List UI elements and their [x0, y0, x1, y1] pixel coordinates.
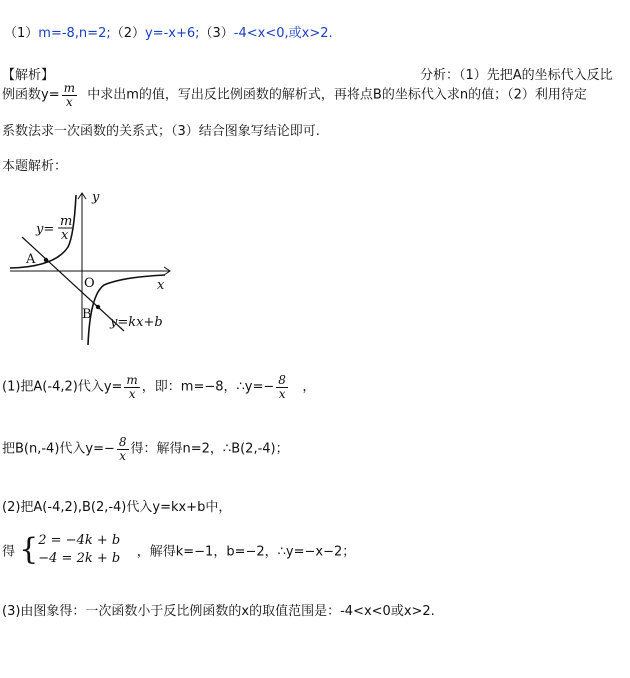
analysis-line2-pre: 例函数y=	[2, 87, 60, 103]
curve-label-numerator: m	[60, 214, 73, 229]
analysis-line2-post: 中求出m的值，写出反比例函数的解析式，再将点B的坐标代入求n的值；（2）利用待定	[87, 87, 587, 103]
analysis-label: 分析：	[420, 68, 460, 83]
equation-system	[38, 532, 120, 568]
hyperbola-branch-right	[88, 275, 165, 345]
answer-part3-label: （3）	[199, 26, 234, 41]
curve-label-denominator: x	[61, 228, 69, 243]
point-B-label: B	[82, 307, 92, 322]
step1-pre: (1)把A(-4,2)代入y=	[2, 379, 123, 395]
system-brace: {	[19, 532, 39, 567]
analysis-line3: 系数法求一次函数的关系式；（3）结合图象写结论即可.	[2, 124, 320, 139]
analysis-line1-text: （1）先把A的坐标代入反比	[459, 68, 613, 83]
analysis-tag: 【解析】	[2, 68, 55, 83]
step1-fraction: $\frac{m}{x}$	[126, 373, 138, 401]
step2-pre: 把B(n,-4)代入y=−	[2, 441, 115, 457]
y-axis-label: y	[92, 190, 100, 205]
point-B	[96, 305, 100, 309]
step-4	[2, 532, 355, 568]
answer-part2-value: y=-x+6;	[145, 26, 200, 41]
point-A	[44, 258, 48, 262]
step-5: (3)由图象得：一次函数小于反比例函数的x的取值范围是：-4<x<0或x>2.	[2, 604, 435, 619]
analysis-line2	[2, 82, 587, 108]
curve-label-prefix: y=	[36, 222, 55, 237]
step2-post: 得：解得n=2，∴B(2,-4)；	[130, 441, 289, 457]
step-3: (2)把A(-4,2),B(2,-4)代入y=kx+b中，	[2, 500, 232, 515]
equation-2: −4 = 2k + b	[38, 551, 121, 566]
equation-1: 2 = −4k + b	[38, 533, 121, 548]
point-A-label: A	[26, 252, 36, 267]
analysis-line1	[420, 64, 613, 83]
step-1	[2, 374, 315, 400]
analysis-fraction: $\frac{m}{x}$	[63, 81, 75, 109]
answer-part1-label: （1）	[4, 26, 39, 41]
line-equation-label: y=kx+b	[110, 315, 163, 330]
function-graph	[0, 185, 200, 350]
origin-label: O	[84, 276, 95, 291]
solution-title: 本题解析：	[2, 159, 68, 174]
step-2	[2, 436, 289, 462]
answer-line	[4, 22, 333, 41]
x-axis-label: x	[157, 278, 165, 293]
step1-fraction-2: $\frac{8}{x}$	[278, 373, 286, 401]
step4-post: ，解得k=−1，b=−2，∴y=−x−2；	[136, 544, 356, 560]
answer-part3-value: -4<x<0,或x>2.	[233, 26, 333, 41]
answer-part1-value: m=-8,n=2;	[38, 26, 111, 41]
answer-part2-label: （2）	[110, 26, 145, 41]
step2-fraction: $\frac{8}{x}$	[118, 435, 127, 463]
step1-post: ，	[302, 379, 316, 395]
step1-mid: ，即：m=−8，∴y=−	[141, 379, 275, 395]
step4-pre: 得	[2, 544, 16, 560]
